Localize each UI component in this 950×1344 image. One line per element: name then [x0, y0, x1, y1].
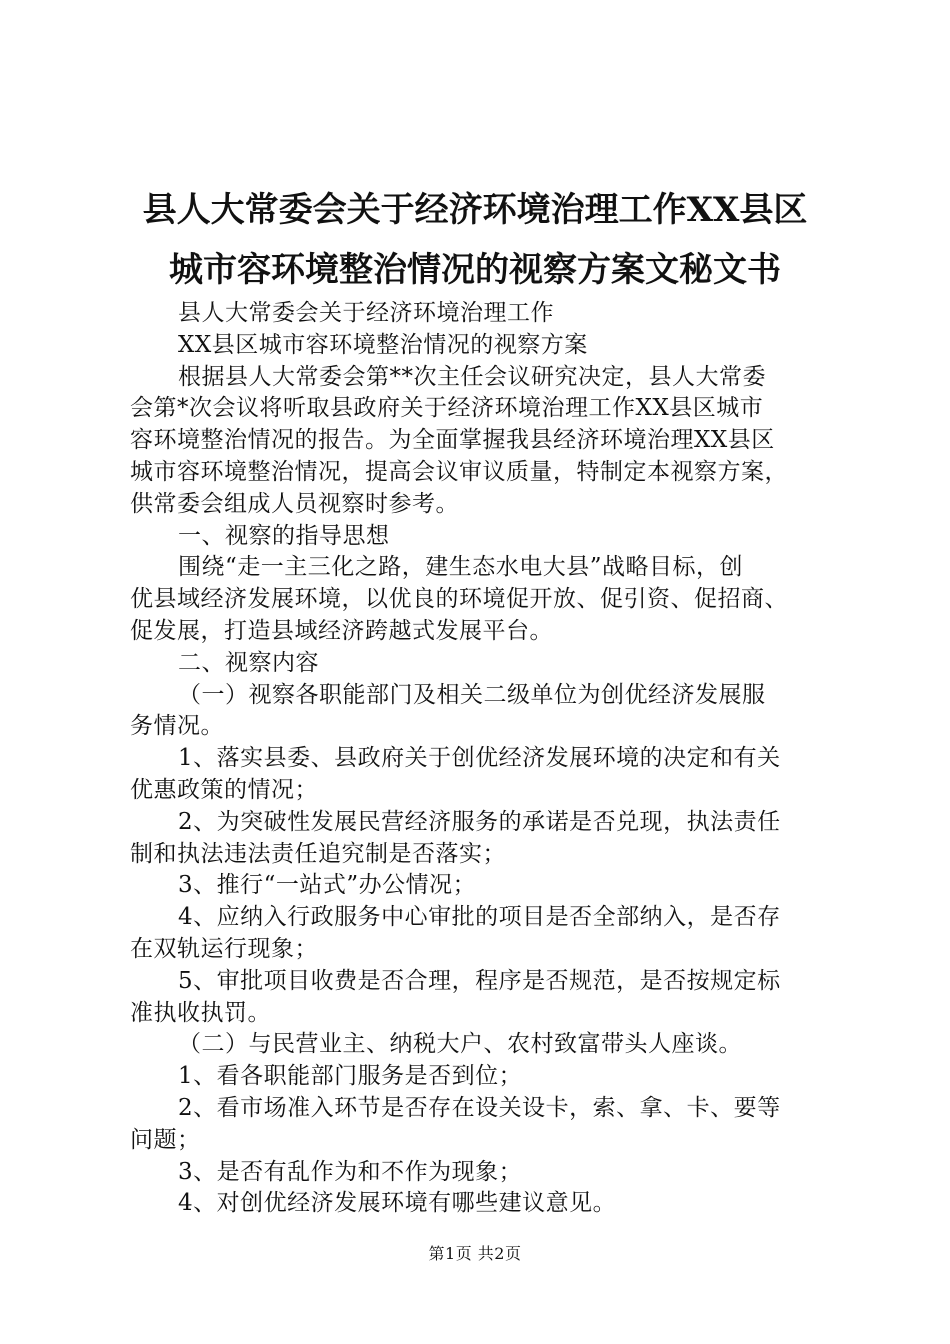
body-line: 4、对创优经济发展环境有哪些建议意见。 — [178, 1190, 617, 1217]
body-line: 根据县人大常委会第**次主任会议研究决定，县人大常委 — [178, 363, 766, 390]
document-title-line-1: 县人大常委会关于经济环境治理工作XX县区 — [142, 190, 808, 230]
body-line: 2、为突破性发展民营经济服务的承诺是否兑现，执法责任 — [178, 808, 781, 835]
body-line: 供常委会组成人员视察时参考。 — [130, 490, 459, 517]
body-line: 4、应纳入行政服务中心审批的项目是否全部纳入，是否存 — [178, 904, 781, 931]
body-line: 二、视察内容 — [178, 649, 319, 676]
body-line: XX县区城市容环境整治情况的视察方案 — [178, 331, 588, 358]
body-line: 问题； — [130, 1126, 201, 1153]
body-line: 在双轨运行现象； — [130, 935, 318, 962]
body-line: 5、审批项目收费是否合理，程序是否规范，是否按规定标 — [178, 967, 781, 994]
document-title-line-2: 城市容环境整治情况的视察方案文秘文书 — [169, 250, 781, 290]
body-line: 1、看各职能部门服务是否到位； — [178, 1063, 523, 1090]
body-line: 制和执法违法责任追究制是否落实； — [130, 840, 506, 867]
body-line: 务情况。 — [130, 713, 224, 740]
body-line: 准执收执罚。 — [130, 999, 271, 1026]
body-line: 3、推行“一站式”办公情况； — [178, 872, 477, 899]
body-line: 围绕“走一主三化之路，建生态水电大县”战略目标，创 — [178, 554, 744, 581]
document-body — [130, 298, 832, 1220]
body-line: 容环境整治情况的报告。为全面掌握我县经济环境治理XX县区 — [130, 427, 775, 454]
page-footer: 第1页 共2页 — [428, 1244, 522, 1263]
body-line: （二）与民营业主、纳税大户、农村致富带头人座谈。 — [178, 1031, 742, 1058]
body-line: 1、落实县委、县政府关于创优经济发展环境的决定和有关 — [178, 745, 781, 772]
body-line: 县人大常委会关于经济环境治理工作 — [178, 300, 554, 326]
body-line: 促发展，打造县域经济跨越式发展平台。 — [130, 617, 553, 644]
body-line: 优县域经济发展环境，以优良的环境促开放、促引资、促招商、 — [130, 586, 788, 613]
body-line: 优惠政策的情况； — [130, 776, 318, 803]
body-line: 一、视察的指导思想 — [178, 522, 390, 549]
body-line: 2、看市场准入环节是否存在设关设卡，索、拿、卡、要等 — [178, 1094, 781, 1121]
body-line: 城市容环境整治情况，提高会议审议质量，特制定本视察方案， — [130, 458, 788, 485]
body-line: 3、是否有乱作为和不作为现象； — [178, 1158, 523, 1185]
body-line: 会第*次会议将听取县政府关于经济环境治理工作XX县区城市 — [130, 395, 764, 422]
body-line: （一）视察各职能部门及相关二级单位为创优经济发展服 — [178, 681, 766, 708]
